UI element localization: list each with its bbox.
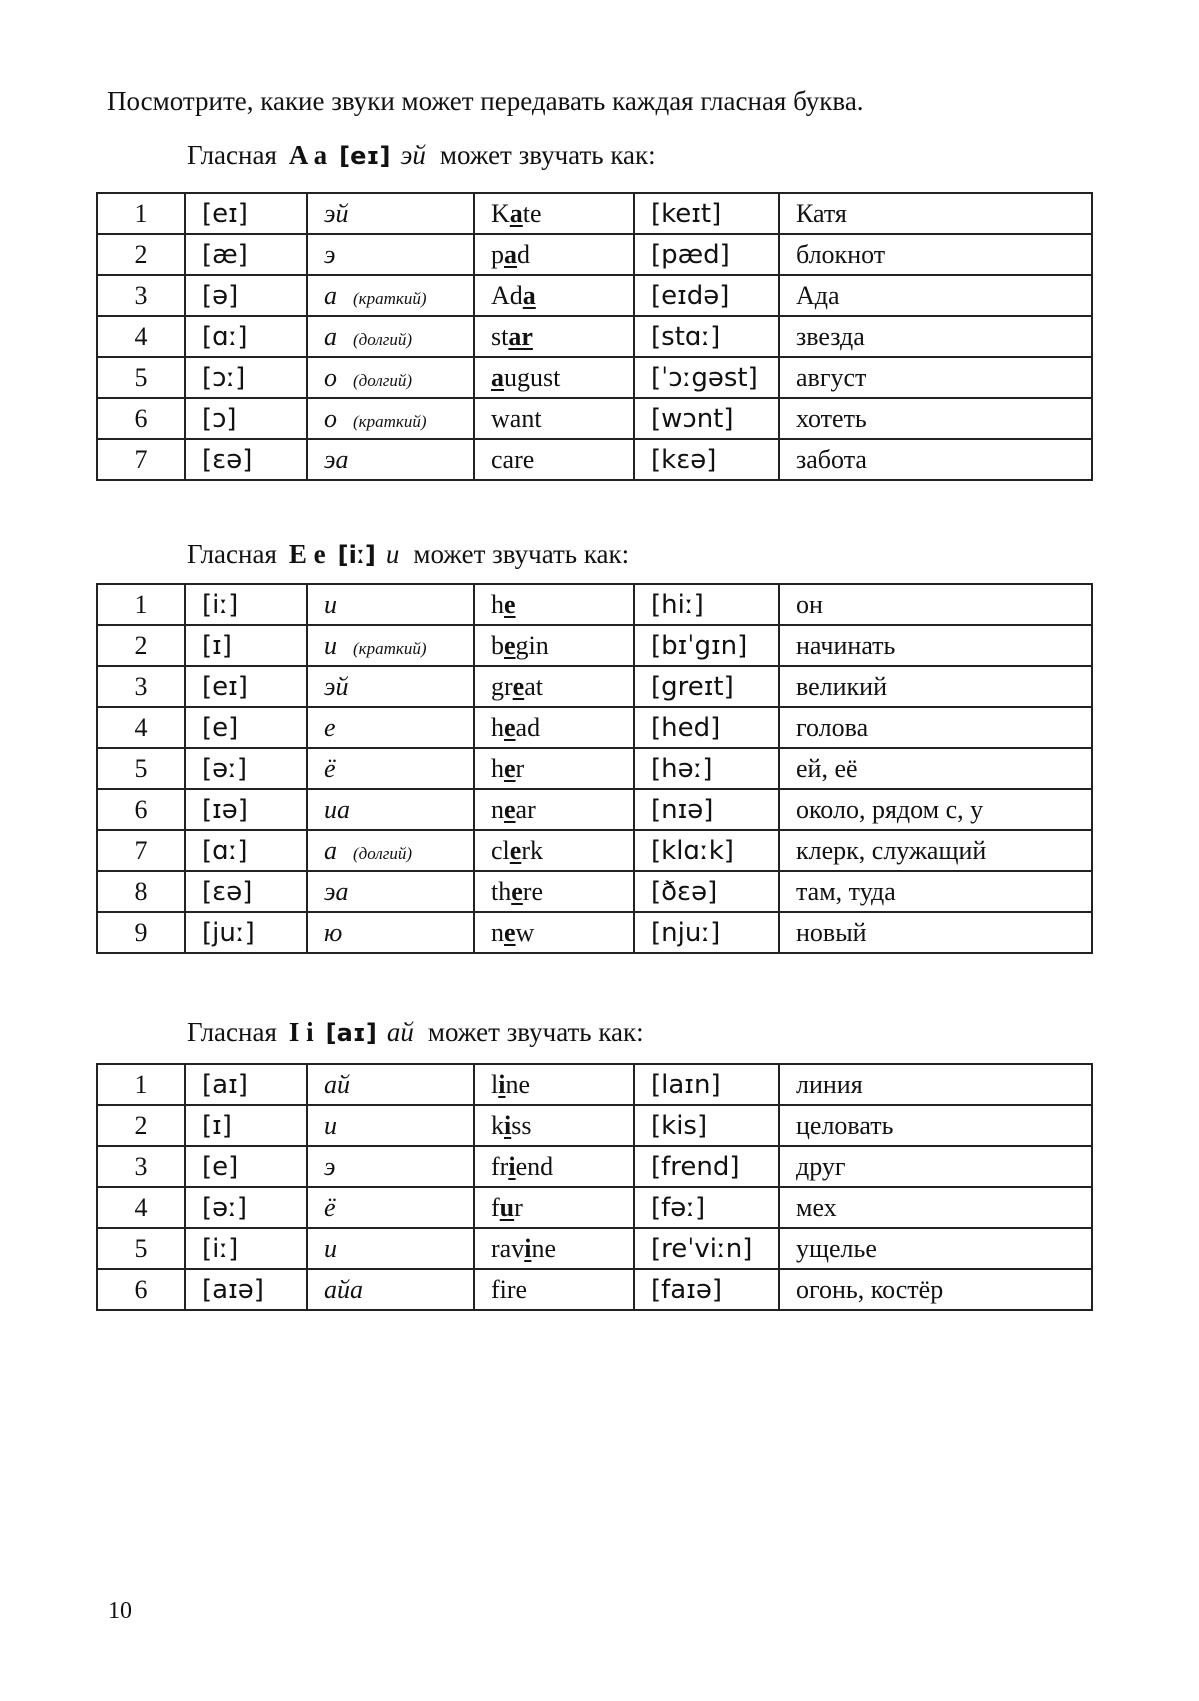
sound-ipa: [eɪ] [185,193,307,234]
russian-sound [307,1187,474,1228]
russian-sound [307,357,474,398]
word-highlight: a [509,198,523,228]
russian-sound-text: эа [324,876,349,906]
russian-sound [307,625,474,666]
sound-ipa: [ɪ] [185,1105,307,1146]
table-row [97,789,1092,830]
heading-ipa: [aɪ] [325,1019,377,1047]
sound-ipa: [e] [185,1146,307,1187]
translation: Катя [779,193,1092,234]
word-part: st [491,321,509,351]
russian-sound-text: э [324,1151,336,1181]
russian-sound [307,439,474,480]
word-highlight: e [504,589,516,619]
sound-ipa: [ə] [185,275,307,316]
word-part: ugust [504,362,561,392]
russian-sound-text: эа [324,444,349,474]
translation: линия [779,1064,1092,1105]
word-part: K [491,198,510,228]
russian-sound-text: и [324,1110,337,1140]
row-number: 4 [97,1187,185,1228]
word-highlight: e [504,917,516,947]
russian-sound [307,666,474,707]
word-part: k [491,1110,504,1140]
transcription: [kis] [634,1105,779,1146]
russian-sound [307,707,474,748]
translation: звезда [779,316,1092,357]
word-part: d [517,239,530,269]
russian-sound [307,398,474,439]
transcription: [greɪt] [634,666,779,707]
word-highlight: i [504,1110,512,1140]
transcription: [reˈviːn] [634,1228,779,1269]
word-part: p [491,239,504,269]
example-word [474,275,634,316]
russian-sound-text: эй [324,671,349,701]
word-part: end [515,1151,554,1181]
heading-prefix: Гласная [187,140,277,170]
transcription: [keɪt] [634,193,779,234]
word-part: w [515,917,535,947]
word-highlight: e [504,712,516,742]
word-highlight: a [504,239,517,269]
example-word [474,1146,634,1187]
row-number: 8 [97,871,185,912]
vowel-table-i [96,1063,1093,1311]
sound-ipa: [əː] [185,1187,307,1228]
russian-sound-text: о [324,362,337,392]
translation: начинать [779,625,1092,666]
translation: забота [779,439,1092,480]
example-word [474,912,634,953]
example-word [474,666,634,707]
russian-sound-text: айа [324,1274,363,1304]
heading-prefix: Гласная [187,1017,277,1047]
length-note: (долгий) [353,370,413,390]
vowel-table-a [96,192,1093,481]
row-number: 7 [97,830,185,871]
sound-ipa: [aɪ] [185,1064,307,1105]
russian-sound [307,1105,474,1146]
transcription: [klɑːk] [634,830,779,871]
example-word [474,316,634,357]
vowel-table-e [96,583,1093,954]
word-part: b [491,630,504,660]
translation: около, рядом с, у [779,789,1092,830]
word-part: at [524,671,543,701]
word-part: care [491,444,535,474]
word-part: ad [515,712,541,742]
transcription: [ðɛə] [634,871,779,912]
word-highlight: i [498,1069,506,1099]
table-row [97,275,1092,316]
transcription: [frend] [634,1146,779,1187]
sound-ipa: [ɔː] [185,357,307,398]
sound-ipa: [iː] [185,584,307,625]
sound-ipa: [juː] [185,912,307,953]
example-word [474,1187,634,1228]
heading-russian: ай [386,1017,414,1047]
sound-ipa: [ɛə] [185,871,307,912]
heading-letter: E e [288,539,326,569]
russian-sound-text: а [324,321,337,351]
word-part: ne [531,1233,556,1263]
table-row [97,1064,1092,1105]
row-number: 6 [97,398,185,439]
transcription: [bɪˈgɪn] [634,625,779,666]
sound-ipa: [ɑː] [185,316,307,357]
sound-ipa: [aɪə] [185,1269,307,1310]
intro-text: Посмотрите, какие звуки может передавать каждая гласная буква. [107,86,864,116]
translation: огонь, костёр [779,1269,1092,1310]
row-number: 6 [97,1269,185,1310]
length-note: (долгий) [353,329,413,349]
word-part: te [522,198,542,228]
heading-rest: может звучать как: [439,140,656,170]
sound-ipa: [e] [185,707,307,748]
russian-sound-text: е [324,712,336,742]
vowel-table-body [97,193,1092,480]
word-part: h [491,712,504,742]
transcription: [njuː] [634,912,779,953]
word-highlight: e [504,794,516,824]
row-number: 1 [97,584,185,625]
word-highlight: e [504,630,516,660]
russian-sound-text: и [324,589,337,619]
russian-sound [307,193,474,234]
word-part: want [491,403,542,433]
russian-sound [307,1064,474,1105]
table-row [97,912,1092,953]
transcription: [hed] [634,707,779,748]
translation: ей, её [779,748,1092,789]
word-highlight: e [511,876,523,906]
table-row [97,830,1092,871]
word-part: r [514,1192,523,1222]
example-word [474,584,634,625]
word-part: n [491,917,504,947]
table-row [97,1269,1092,1310]
russian-sound [307,316,474,357]
transcription: [eɪdə] [634,275,779,316]
length-note: (долгий) [353,843,413,863]
russian-sound [307,830,474,871]
sound-ipa: [æ] [185,234,307,275]
translation: он [779,584,1092,625]
word-part: gin [515,630,549,660]
word-part: gr [491,671,513,701]
russian-sound [307,275,474,316]
word-part: ne [505,1069,531,1099]
word-highlight: e [504,753,516,783]
heading-letter: A a [288,140,328,170]
table-row [97,193,1092,234]
russian-sound-text: и [324,630,337,660]
sound-ipa: [ɛə] [185,439,307,480]
russian-sound-text: э [324,239,336,269]
table-row [97,625,1092,666]
example-word [474,789,634,830]
translation: ущелье [779,1228,1092,1269]
transcription: [stɑː] [634,316,779,357]
example-word [474,234,634,275]
word-part: th [491,876,512,906]
russian-sound [307,912,474,953]
translation: друг [779,1146,1092,1187]
row-number: 5 [97,1228,185,1269]
word-part: cl [491,835,510,865]
translation: август [779,357,1092,398]
word-highlight: e [512,671,525,701]
russian-sound-text: а [324,280,337,310]
word-highlight: ar [508,321,533,351]
word-part: r [515,753,525,783]
word-highlight: e [509,835,522,865]
sound-ipa: [ɑː] [185,830,307,871]
translation: мех [779,1187,1092,1228]
word-part: ar [515,794,536,824]
translation: клерк, служащий [779,830,1092,871]
russian-sound-text: иа [324,794,350,824]
heading-russian: эй [400,140,426,170]
word-highlight: i [524,1233,532,1263]
transcription: [hiː] [634,584,779,625]
row-number: 5 [97,748,185,789]
word-part: rk [521,835,543,865]
row-number: 6 [97,789,185,830]
example-word [474,1228,634,1269]
translation: Ада [779,275,1092,316]
length-note: (краткий) [353,411,427,431]
russian-sound-text: и [324,1233,337,1263]
russian-sound-text: ё [324,753,336,783]
russian-sound-text: о [324,403,337,433]
table-row [97,1187,1092,1228]
word-part: f [491,1192,500,1222]
vowel-table-body [97,1064,1092,1310]
russian-sound-text: эй [324,198,349,228]
sound-ipa: [iː] [185,1228,307,1269]
word-part: fr [491,1151,509,1181]
sound-ipa: [ɔ] [185,398,307,439]
example-word [474,1105,634,1146]
word-part: re [522,876,543,906]
example-word [474,357,634,398]
vowel-table-body [97,584,1092,953]
table-row [97,666,1092,707]
translation: новый [779,912,1092,953]
sound-ipa: [ɪə] [185,789,307,830]
transcription: [laɪn] [634,1064,779,1105]
example-word [474,398,634,439]
translation: там, туда [779,871,1092,912]
table-row [97,439,1092,480]
table-row [97,357,1092,398]
transcription: [nɪə] [634,789,779,830]
section-heading-i [187,1017,644,1048]
translation: целовать [779,1105,1092,1146]
example-word [474,871,634,912]
word-highlight: i [508,1151,516,1181]
transcription: [faɪə] [634,1269,779,1310]
word-part: fire [491,1274,528,1304]
table-row [97,584,1092,625]
heading-rest: может звучать как: [427,1017,644,1047]
translation: блокнот [779,234,1092,275]
row-number: 4 [97,316,185,357]
heading-prefix: Гласная [187,539,277,569]
transcription: [həː] [634,748,779,789]
example-word [474,1269,634,1310]
row-number: 3 [97,666,185,707]
table-row [97,316,1092,357]
heading-ipa: [eɪ] [339,142,391,170]
russian-sound [307,584,474,625]
russian-sound [307,1146,474,1187]
transcription: [pæd] [634,234,779,275]
word-part: h [491,753,504,783]
translation: хотеть [779,398,1092,439]
table-row [97,707,1092,748]
heading-letter: I i [288,1017,314,1047]
section-heading-e [187,539,629,570]
row-number: 2 [97,1105,185,1146]
table-row [97,871,1092,912]
example-word [474,830,634,871]
word-highlight: a [491,362,504,392]
russian-sound [307,1269,474,1310]
table-row [97,398,1092,439]
table-row [97,748,1092,789]
russian-sound [307,748,474,789]
section-heading-a [187,140,656,171]
example-word [474,439,634,480]
russian-sound-text: ю [324,917,343,947]
sound-ipa: [ɪ] [185,625,307,666]
word-part: rav [491,1233,525,1263]
word-part: Ad [491,280,523,310]
sound-ipa: [əː] [185,748,307,789]
russian-sound [307,234,474,275]
row-number: 1 [97,193,185,234]
sound-ipa: [eɪ] [185,666,307,707]
table-row [97,1228,1092,1269]
row-number: 7 [97,439,185,480]
word-part: l [491,1069,499,1099]
transcription: [ˈɔːgəst] [634,357,779,398]
heading-russian: и [385,539,400,569]
translation: голова [779,707,1092,748]
russian-sound-text: ё [324,1192,336,1222]
transcription: [kɛə] [634,439,779,480]
table-row [97,1105,1092,1146]
russian-sound [307,789,474,830]
row-number: 2 [97,625,185,666]
example-word [474,707,634,748]
transcription: [fəː] [634,1187,779,1228]
word-part: n [491,794,504,824]
row-number: 9 [97,912,185,953]
russian-sound [307,1228,474,1269]
table-row [97,234,1092,275]
row-number: 3 [97,275,185,316]
example-word [474,193,634,234]
heading-ipa: [iː] [337,541,376,569]
page-number: 10 [108,1598,132,1624]
row-number: 3 [97,1146,185,1187]
length-note: (краткий) [353,288,427,308]
example-word [474,1064,634,1105]
transcription: [wɔnt] [634,398,779,439]
example-word [474,625,634,666]
row-number: 2 [97,234,185,275]
russian-sound-text: ай [324,1069,350,1099]
word-highlight: u [499,1192,515,1222]
word-highlight: a [522,280,536,310]
russian-sound-text: а [324,835,337,865]
row-number: 1 [97,1064,185,1105]
russian-sound [307,871,474,912]
heading-rest: может звучать как: [413,539,630,569]
length-note: (краткий) [353,638,427,658]
table-row [97,1146,1092,1187]
row-number: 5 [97,357,185,398]
translation: великий [779,666,1092,707]
row-number: 4 [97,707,185,748]
example-word [474,748,634,789]
word-part: h [491,589,504,619]
word-part: ss [511,1110,532,1140]
